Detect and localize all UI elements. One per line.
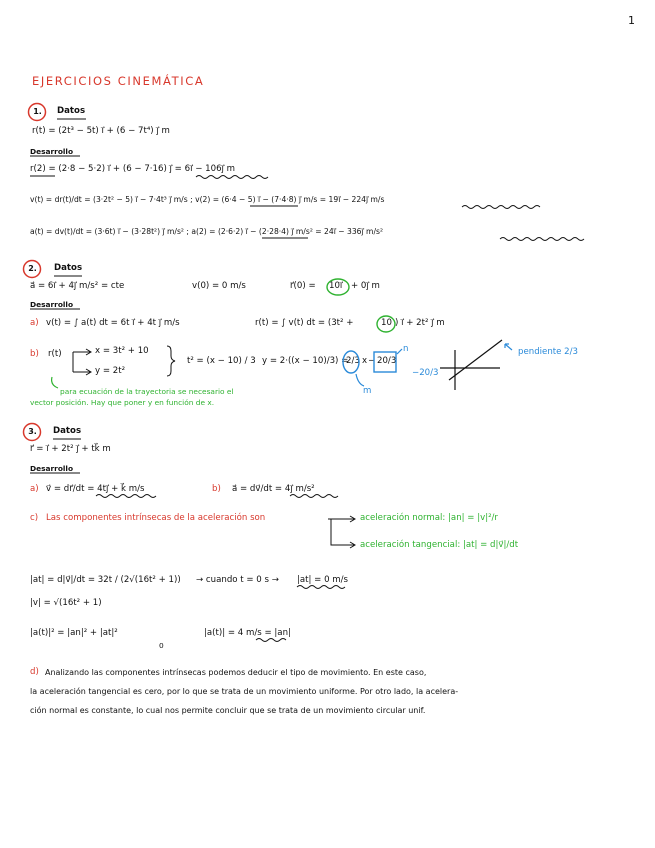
exercise-2-x-symbol: x (362, 356, 368, 366)
exercise-3-speed-modulus: |v| = √(16t² + 1) (30, 598, 102, 608)
exercise-3-datos-heading: Datos (53, 426, 82, 436)
exercise-2-intercept-label: −20/3 (412, 368, 439, 378)
exercise-2-position-integral-prefix: r(t) = ∫ v(t) dt = (3t² + (255, 318, 354, 328)
exercise-2-part-a-label: a) (30, 318, 39, 328)
a2-result-wavy-underline (500, 238, 584, 241)
exercise-3-conclusion-line-2: la aceleración tangencial es cero, por lo que se trata de un movimiento uniforme. Por otro lado, la acelera- (30, 687, 459, 696)
exercise-3-tangential-derivative: |at| = d|v⃗|/dt = 32t / (2√(16t² + 1)) (30, 575, 181, 585)
tangential-arrow (331, 519, 354, 545)
exercise-1-velocity-line: v(t) = dr(t)/dt = (3·2t² − 5) i⃗ − 7·4t³ j⃗ m/s ; v(2) = (6·4 − 5) i⃗ − (7·4·8) j⃗ m/s = 19i⃗ − 224j⃗ m/s (30, 195, 385, 204)
intercept-blue-box (374, 352, 396, 372)
exercise-3-intrinsic-components-text: Las componentes intrínsecas de la aceleración son (46, 513, 266, 523)
exercise-2-note-line-1: para ecuación de la trayectoria se necesario el (60, 387, 234, 396)
exercise-2-m-label: m (363, 386, 372, 396)
ex3-velocity-wavy-underline (96, 495, 156, 498)
exercise-3-number: 3. (28, 427, 37, 436)
n-pointer (397, 349, 402, 354)
slope-arrow (505, 344, 512, 350)
exercise-3-acceleration-modulus-sum: |a(t)|² = |an|² + |at|² (30, 628, 118, 638)
exercise-2-position-integral-circled: 10 (381, 318, 392, 328)
exercise-2-note-line-2: vector posición. Hay que poner y en función de x. (30, 398, 215, 407)
exercise-2-acceleration-given: a⃗ = 6i⃗ + 4j⃗ m/s² = cte (30, 281, 125, 291)
exercise-3-number-circle (24, 424, 41, 441)
system-curly-brace (167, 346, 175, 376)
exercise-3-tangential-result: |at| = 0 m/s (297, 575, 349, 585)
exercise-3-when-t-zero: → cuando t = 0 s → (196, 575, 279, 585)
exercise-3-conclusion-line-1: Analizando las componentes intrínsecas podemos deducir el tipo de movimiento. En este caso, (45, 668, 427, 677)
exercise-1-number: 1. (33, 107, 42, 116)
v2-result-wavy-underline (462, 206, 540, 209)
exercise-3-conclusion-line-3: ción normal es constante, lo cual nos permite concluir que se trata de un movimiento circular unif. (30, 706, 426, 715)
exercise-1-position-at-2: r(2) = (2·8 − 5·2) i⃗ + (6 − 7·16) j⃗ = 6i⃗ − 106j⃗ m (30, 164, 236, 174)
exercise-3-velocity-expression: v⃗ = dr⃗/dt = 4tj⃗ + k⃗ m/s (46, 484, 145, 494)
r2-result-wavy-underline (196, 176, 268, 179)
exercise-2-rt-label: r(t) (48, 349, 62, 359)
at-result-wavy-underline (297, 586, 345, 589)
exercise-2-t-squared-equation: t² = (x − 10) / 3 (187, 356, 256, 366)
exercise-2-initial-velocity: v(0) = 0 m/s (192, 281, 246, 291)
exercise-2-initial-position-circled: 10i⃗ (329, 281, 343, 291)
exercise-3-normal-acceleration: aceleración normal: |an| = |v|²/r (360, 513, 498, 523)
page-title: EJERCICIOS CINEMÁTICA (32, 74, 205, 88)
exercise-3-part-b-label: b) (212, 484, 221, 494)
exercise-2-desarrollo-heading: Desarrollo (30, 300, 74, 309)
exercise-2-minus-sign: − (368, 356, 376, 366)
exercise-2-y-substitution: y = 2·((x − 10)/3) = (262, 356, 349, 366)
exercise-2-n-label: n (403, 344, 409, 354)
exercise-3-desarrollo-heading: Desarrollo (30, 464, 74, 473)
exercise-3-part-c-label: c) (30, 513, 39, 523)
integration-constant-green-circle (377, 316, 395, 332)
slope-blue-circle (343, 351, 359, 373)
exercise-2-slope-fraction: 2/3 (346, 356, 360, 366)
initial-position-green-circle (327, 279, 349, 295)
exercise-3-tangential-acceleration: aceleración tangencial: |at| = d|v⃗|/dt (360, 540, 519, 550)
exercise-2-initial-position-prefix: r⃗(0) = (290, 281, 316, 291)
exercise-3-position-vector: r⃗ = i⃗ + 2t² j⃗ + tk⃗ m (30, 444, 111, 454)
note-hook (52, 377, 58, 388)
exercise-2-velocity-integral: v(t) = ∫ a(t) dt = 6t i⃗ + 4t j⃗ m/s (46, 318, 180, 328)
exercise-3-acceleration-result: |a(t)| = 4 m/s = |an| (204, 628, 291, 638)
exercise-1-acceleration-line: a(t) = dv(t)/dt = (3·6t) i⃗ − (3·28t²) j⃗ m/s² ; a(2) = (2·6·2) i⃗ − (2·28·4) j⃗ m/s² = 24i⃗ − 336j⃗ m/s² (30, 227, 383, 236)
exercise-2-slope-label: pendiente 2/3 (518, 347, 578, 357)
exercise-1-number-circle (29, 104, 46, 121)
a-result-wavy-underline (256, 639, 286, 642)
exercise-1-desarrollo-heading: Desarrollo (30, 147, 74, 156)
exercise-2-intercept-fraction: 20/3 (377, 356, 397, 366)
exercise-3-part-d-label: d) (30, 667, 39, 677)
exercise-3-part-a-label: a) (30, 484, 39, 494)
ex3-acceleration-wavy-underline (290, 495, 338, 498)
exercise-2-y-equation: y = 2t² (95, 366, 126, 376)
exercise-2-datos-heading: Datos (54, 263, 83, 273)
page-number: 1 (628, 14, 635, 27)
exercise-3-acceleration-expression: a⃗ = dv⃗/dt = 4j⃗ m/s² (232, 484, 315, 494)
graph-trajectory-line (449, 340, 502, 380)
exercise-1-datos-heading: Datos (57, 106, 86, 116)
m-pointer (356, 374, 364, 386)
exercise-1-position-vector: r(t) = (2t³ − 5t) i⃗ + (6 − 7t⁴) j⃗ m (32, 126, 170, 136)
exercise-2-position-integral-suffix: ) i⃗ + 2t² j⃗ m (395, 318, 445, 328)
exercise-2-number-circle (24, 261, 41, 278)
exercise-2-part-b-label: b) (30, 349, 39, 359)
exercise-2-number: 2. (28, 264, 37, 273)
exercise-2-initial-position-suffix: + 0j⃗ m (351, 281, 380, 291)
exercise-3-zero-subscript: 0 (159, 641, 164, 650)
exercise-2-x-equation: x = 3t² + 10 (95, 346, 149, 356)
